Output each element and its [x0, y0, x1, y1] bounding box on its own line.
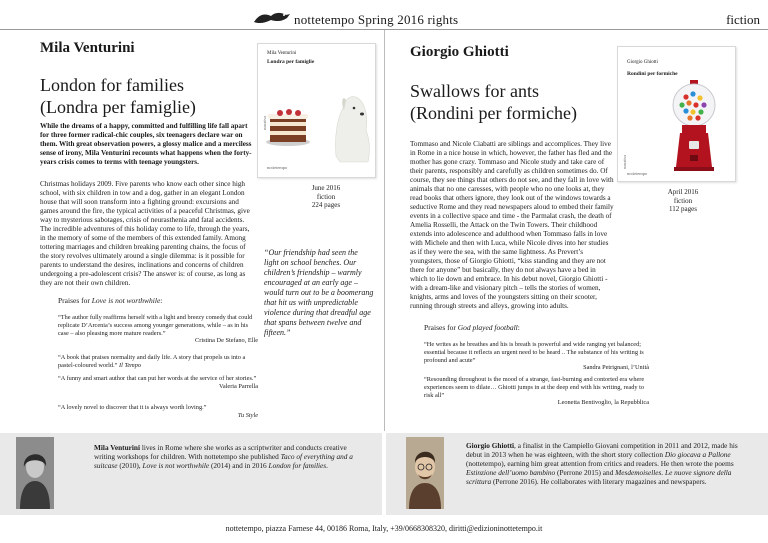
left-praise-3-source: Valeria Parrella — [219, 382, 258, 390]
right-praise-1-source: Sandra Petrignani, l’Unità — [583, 364, 649, 372]
right-pub-date: April 2016 — [667, 188, 699, 196]
right-bio-text: (nottetempo), earning him great attention from critics and readers. He then wrote the poems — [466, 459, 734, 468]
right-book-title — [410, 80, 610, 124]
left-praise-2-source: Il Tempo — [119, 361, 142, 369]
left-book-title — [40, 74, 250, 118]
left-author-name: Mila Venturini — [40, 40, 135, 56]
left-cover-spine-label: narrativa — [262, 115, 267, 130]
left-praise-2-text: “A book that praises normality and daily life. A story that propels us into a pastel-coloured world.” — [58, 354, 246, 369]
right-author-bio — [466, 441, 751, 486]
right-cover-author: Giorgio Ghiotti — [627, 60, 658, 65]
column-divider — [384, 30, 385, 431]
left-cover-author: Mila Venturini — [267, 51, 297, 56]
right-praise-1-text: “He writes as he breathes and his is breath is powerful and wide ranging yet balanced; essential because it reflects an urgent need to be heard .. The substance of his writing is profound and acute” — [424, 341, 644, 364]
right-praise-2-text: “Resounding throughout is the mood of a strange, fast-burning and contorted era where experiences seem to dilate… Ghiotti jumps in at the deep end with his writing, ready to risk all” — [424, 376, 645, 399]
right-book-cover — [617, 46, 736, 182]
left-praise-heading — [58, 296, 162, 305]
right-genre: fiction — [673, 196, 693, 205]
left-bio-book: Love is not worthwhile — [142, 461, 210, 470]
right-praise-1 — [424, 341, 649, 372]
left-intro: While the dreams of a happy, committed and fulfilling life fall apart for three former radical-chic couples, six teenagers declare war on them. With great observation powers, a glossy malice and a merciless sense of irony, Mila Venturini recounts what happens when the forty-years crisis comes to terms with teenage youngsters. — [40, 122, 252, 166]
left-book-title-english: London for families — [40, 75, 184, 95]
right-praise-heading — [424, 323, 520, 332]
left-praise-3 — [58, 375, 258, 391]
left-bio-text: . — [326, 461, 328, 470]
left-pull-quote: “Our friendship had seen the light on school benches. Our children’s friendship – warmly encouraged at an early age – would turn out to be a boomerang that hit us with unpredictable violence during that dreadful age that spans between twelve and fifteen.” — [264, 248, 374, 337]
left-genre: fiction — [316, 192, 336, 201]
left-book-title-italian: (Londra per famiglie) — [40, 97, 196, 117]
left-praise-1 — [58, 314, 258, 345]
left-praise-1-source: Cristina De Stefano, Elle — [195, 337, 258, 345]
right-praise-2-source: Leonetta Bentivoglio, la Repubblica — [557, 399, 649, 407]
left-praise-4-source: Tu Style — [237, 411, 258, 419]
right-bio-book: Dio giocava a Pallone — [664, 450, 731, 459]
right-bio-text: (Perrone 2016). He collaborates with literary magazines and newspapers. — [491, 477, 707, 486]
left-bio-text: lives in Rome where she works as a scriptwriter and conducts creative writing workshops for children. With nottetempo she published — [94, 443, 347, 461]
left-pub-date: June 2016 — [311, 184, 341, 192]
right-bio-text: (Perrone 2015) and — [555, 468, 616, 477]
left-cover-title: Londra per famiglie — [267, 59, 315, 65]
right-bio-book: Mesdemoiselles. Le nuove signore della scrittura — [466, 468, 732, 486]
header-title: nottetempo Spring 2016 rights — [294, 12, 459, 27]
left-author-bio — [94, 443, 362, 470]
right-book-title-italian: (Rondini per formiche) — [410, 103, 577, 123]
left-praise-1-text: “The author fully reaffirms herself with a light and breezy comedy that could replicate D’Arcenia’s success among younger generations, while – as in his case – also pleasing more mature readers.” — [58, 314, 253, 337]
right-cover-publisher: nottetempo — [627, 171, 648, 176]
left-praise-4 — [58, 404, 258, 420]
right-author-bio-box — [386, 433, 768, 515]
right-page-count: 112 pages — [669, 205, 697, 213]
right-bio-book: Estinzione dell’uomo bambino — [466, 468, 556, 477]
right-synopsis: Tommaso and Nicole Ciabatti are siblings and accomplices. They live in Rome in a nice house in which, however, the father has fled and the mother has gone crazy. Tommaso and Nicole study and take care of their parents, responsibly and carefully as children sometimes do. Of course, they see things that others do not see, and they fall in love with animals that no one caresses, with people who no one looks at, they read books that others ignore, they look out of the windows towards a seductive Rome and they read newspapers aloud to embed their family events in a collective space and time - the Parmalat crash, the death of Amelia Rosselli, the Attack on the Twin Towers. Their childhood extends into adolescence and adulthood when Tommaso falls in love with Michele and then with Luca, while Nicole dives into her studies as if they were the sea, with the same lightness. As Prevert’s youngsters, those of Giorgio Ghiotti, “kiss standing and they are not there for anyone” but basically, they do not always have a bed in which to lie down and embrace. In his debut novel, Giorgio Ghiotti - with a dream-like and visionary pitch – tells the stories of women, knights, arms and loves of the youngsters sitting on their scooter, running through streets and alleys, growing into adults. — [410, 140, 614, 310]
left-bio-book: Taco of everything and a suitcase — [94, 452, 353, 470]
right-bio-text: , a finalist in the Campiello Giovani competition in 2011 and 2012, made his debut in 2013 when he was eighteen, with the short story collection — [466, 441, 738, 459]
left-bio-book: London for families — [268, 461, 327, 470]
left-book-meta — [296, 184, 356, 210]
left-cover-publisher: nottetempo — [267, 165, 288, 170]
left-bio-text: (2014) and in 2016 — [209, 461, 269, 470]
cake-and-dog-illustration — [258, 44, 375, 177]
right-author-photo — [406, 437, 444, 509]
gumball-machine-illustration — [618, 47, 735, 181]
right-bio-name: Giorgio Ghiotti — [466, 441, 515, 450]
left-book-cover — [257, 43, 376, 178]
left-praise-suffix: : — [160, 296, 163, 305]
left-page-count: 224 pages — [311, 201, 341, 209]
left-bio-text: (2010), — [117, 461, 143, 470]
left-synopsis: Christmas holidays 2009. Five parents who know each other since high school, with six children in tow and a dog, gather in an elegant London house that will soon transform into a fighting ground: excursions and games around the fire, the typical activities of a peaceful Christmas, give way to mysterious sabotages, crisis of neurasthenia and fatal accidents. The incredible adventures of this holiday come to life, through the years, in the memory of some of the members of this extended family. Among tottering marriages and children breaking parenting chains, the focus of the story revolves ultimately around a single dilemma: is it possible for parents to understand the desires, inclinations and concerns of children undergoing a pre-adolescent crisis? The answer is: of course, as long as they are not their own children. — [40, 180, 250, 287]
left-bio-name: Mila Venturini — [94, 443, 141, 452]
right-book-meta — [653, 188, 713, 214]
right-author-name: Giorgio Ghiotti — [410, 44, 509, 60]
left-praise-4-text: “A lovely novel to discover that it is always worth loving.” — [58, 404, 207, 411]
left-praise-book: Love is not worthwhile — [91, 296, 161, 305]
right-praise-book: God played football — [457, 323, 518, 332]
right-cover-title: Rondini per formiche — [627, 71, 678, 77]
right-cover-spine-label: narrativa — [622, 154, 627, 169]
right-book-title-english: Swallows for ants — [410, 81, 539, 101]
left-author-photo — [16, 437, 54, 509]
footer-contact: nottetempo, piazza Farnese 44, 00186 Roma, Italy, +39/0668308320, diritti@edizioninottetempo.it — [225, 524, 543, 533]
header-section: fiction — [726, 12, 760, 27]
left-praise-3-text: “A funny and smart author that can put her words at the service of her stories.” — [58, 375, 257, 382]
nottetempo-logo — [253, 10, 291, 26]
right-praise-prefix: Praises for — [424, 323, 458, 332]
left-author-bio-box — [0, 433, 382, 515]
left-praise-prefix: Praises for — [58, 296, 92, 305]
right-praise-suffix: : — [517, 323, 520, 332]
right-praise-2 — [424, 376, 649, 407]
left-praise-2 — [58, 354, 258, 370]
